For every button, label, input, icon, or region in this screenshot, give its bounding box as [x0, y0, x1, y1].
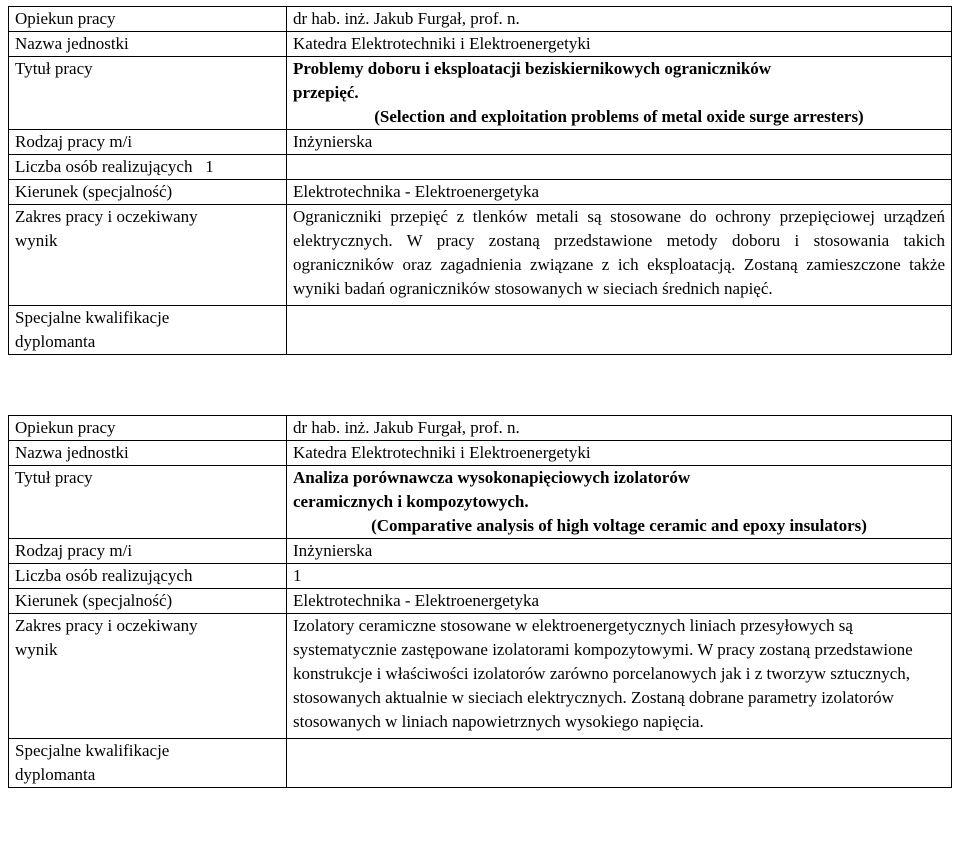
title-en: (Comparative analysis of high voltage ceramic and epoxy insulators)	[371, 516, 867, 535]
row-unit	[9, 32, 952, 57]
row-supervisor	[9, 7, 952, 32]
row-type	[9, 539, 952, 564]
persons-label	[9, 155, 287, 180]
persons-value: 1	[205, 157, 214, 176]
scope-label-line2: wynik	[15, 231, 58, 250]
row-scope	[9, 205, 952, 306]
qualifications-label-line1: Specjalne kwalifikacje	[15, 308, 170, 327]
field-value: Elektrotechnika - Elektroenergetyka	[287, 180, 952, 205]
field-label: Kierunek (specjalność)	[9, 589, 287, 614]
row-persons	[9, 564, 952, 589]
field-label: Kierunek (specjalność)	[9, 180, 287, 205]
title-pl-line2: przepięć.	[293, 83, 359, 102]
scope-label-line1: Zakres pracy i oczekiwany	[15, 616, 198, 635]
unit-label: Nazwa jednostki	[9, 441, 287, 466]
qualifications-label	[9, 739, 287, 788]
row-qualifications	[9, 739, 952, 788]
persons-label: Liczba osób realizujących	[9, 564, 287, 589]
row-scope	[9, 614, 952, 739]
supervisor-value: dr hab. inż. Jakub Furgał, prof. n.	[287, 7, 952, 32]
supervisor-label: Opiekun pracy	[9, 7, 287, 32]
row-unit	[9, 441, 952, 466]
unit-value: Katedra Elektrotechniki i Elektroenergetyki	[287, 441, 952, 466]
title-pl-line2: ceramicznych i kompozytowych.	[293, 492, 529, 511]
scope-label	[9, 614, 287, 739]
qualifications-label-line1: Specjalne kwalifikacje	[15, 741, 170, 760]
title-value	[287, 466, 952, 539]
type-label: Rodzaj pracy m/i	[9, 130, 287, 155]
scope-label-line2: wynik	[15, 640, 58, 659]
row-title	[9, 57, 952, 130]
scope-value: Izolatory ceramiczne stosowane w elektroenergetycznych liniach przesyłowych są systematycznie zastępowane izolatorami kompozytowymi. W pracy zostaną przedstawione konstrukcje i właściwości izolatorów zarówno porcelanowych jak i z tworzyw sztucznych, stosowanych aktualnie w sieciach elektrycznych. Zostaną dobrane parametry izolatorów stosowanych w liniach napowietrznych wysokiego napięcia.	[287, 614, 952, 739]
unit-value: Katedra Elektrotechniki i Elektroenergetyki	[287, 32, 952, 57]
qualifications-label-line2: dyplomanta	[15, 332, 96, 351]
title-value	[287, 57, 952, 130]
title-label: Tytuł pracy	[9, 57, 287, 130]
row-supervisor	[9, 416, 952, 441]
supervisor-value: dr hab. inż. Jakub Furgał, prof. n.	[287, 416, 952, 441]
scope-label-line1: Zakres pracy i oczekiwany	[15, 207, 198, 226]
persons-empty-cell	[287, 155, 952, 180]
thesis-table-1	[8, 6, 952, 355]
row-qualifications	[9, 306, 952, 355]
row-field	[9, 180, 952, 205]
persons-value: 1	[287, 564, 952, 589]
type-value: Inżynierska	[287, 130, 952, 155]
row-type	[9, 130, 952, 155]
scope-label	[9, 205, 287, 306]
type-label: Rodzaj pracy m/i	[9, 539, 287, 564]
title-pl-line1: Analiza porównawcza wysokonapięciowych izolatorów	[293, 468, 691, 487]
title-pl-line1: Problemy doboru i eksploatacji beziskiernikowych ograniczników	[293, 59, 772, 78]
type-value: Inżynierska	[287, 539, 952, 564]
persons-label-text: Liczba osób realizujących	[15, 157, 193, 176]
qualifications-value	[287, 306, 952, 355]
qualifications-label-line2: dyplomanta	[15, 765, 96, 784]
row-field	[9, 589, 952, 614]
scope-value: Ograniczniki przepięć z tlenków metali są stosowane do ochrony przepięciowej urządzeń elektrycznych. W pracy zostaną przedstawione metody doboru i stosowania takich ograniczników oraz zagadnienia związane z ich eksploatacją. Zostaną zamieszczone także wyniki badań ograniczników stosowanych w sieciach średnich napięć.	[287, 205, 952, 306]
title-en: (Selection and exploitation problems of metal oxide surge arresters)	[374, 107, 864, 126]
title-label: Tytuł pracy	[9, 466, 287, 539]
field-value: Elektrotechnika - Elektroenergetyka	[287, 589, 952, 614]
row-title	[9, 466, 952, 539]
qualifications-value	[287, 739, 952, 788]
thesis-table-2	[8, 415, 952, 788]
row-persons	[9, 155, 952, 180]
qualifications-label	[9, 306, 287, 355]
supervisor-label: Opiekun pracy	[9, 416, 287, 441]
unit-label: Nazwa jednostki	[9, 32, 287, 57]
